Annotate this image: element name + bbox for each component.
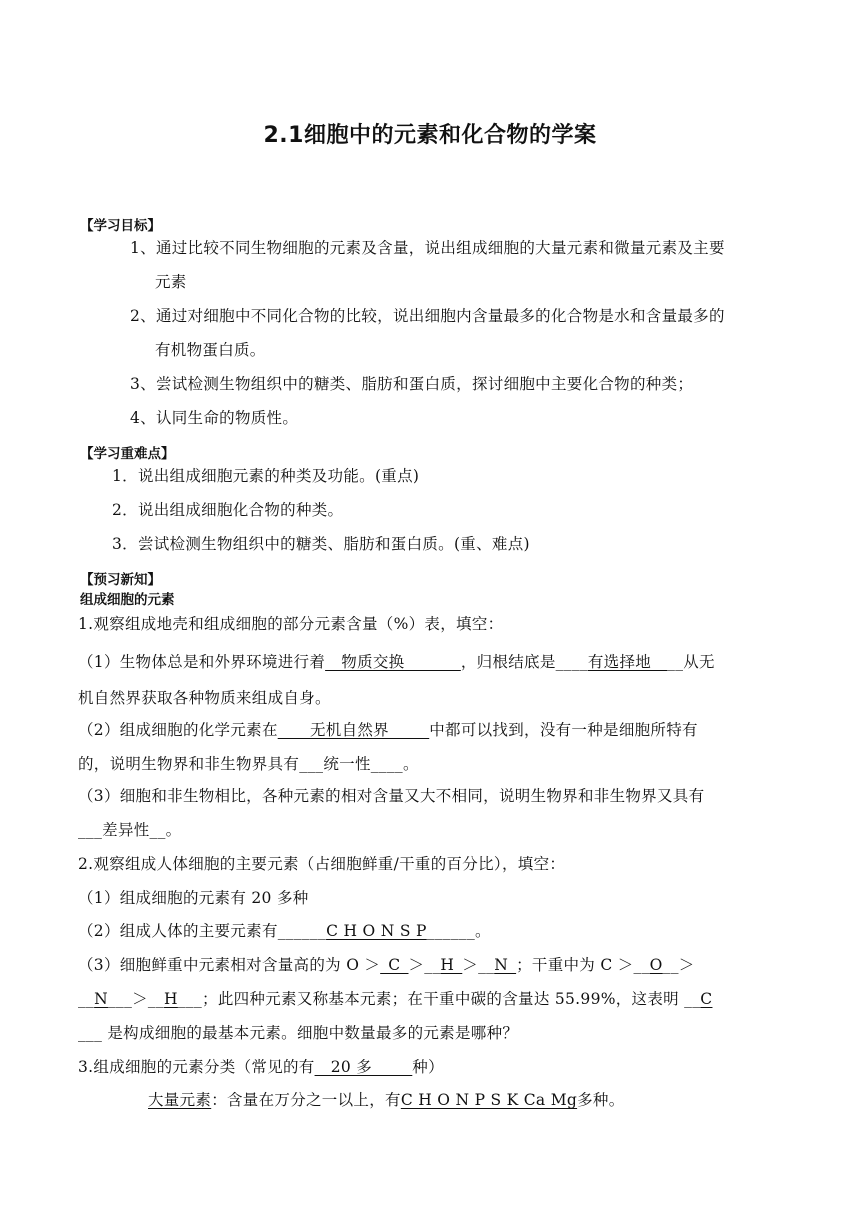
answer-blank: O	[649, 956, 663, 974]
answer-blank: C H O N S P	[326, 922, 427, 940]
answer-blank: __20 多_____	[314, 1058, 413, 1076]
question-2: 2.观察组成人体细胞的主要元素（占细胞鲜重/干重的百分比），填空：	[78, 855, 566, 873]
question-3-1: 大量元素：含量在万分之一以上，有C H O N P S K Ca Mg多种。	[148, 1091, 625, 1109]
answer-blank: H_	[440, 956, 463, 974]
question-2-2: （2）组成人体的主要元素有______C H O N S P______。	[78, 922, 491, 940]
goal-item: 3、尝试检测生物组织中的糖类、脂肪和蛋白质，探讨细胞中主要化合物的种类；	[130, 375, 694, 393]
goal-item-cont: 元素	[155, 273, 187, 291]
question-1-3-cont: ___差异性__。	[78, 821, 182, 839]
answer-blank: ____无机自然界_____	[277, 721, 430, 739]
answer-blank: 有选择地__	[587, 653, 668, 671]
question-1-3: （3）细胞和非生物相比，各种元素的相对含量又大不相同，说明生物界和非生物界又具有	[78, 787, 705, 805]
key-point-item: 3．尝试检测生物组织中的糖类、脂肪和蛋白质。(重、难点)	[112, 535, 530, 553]
answer-blank: __物质交换_______	[325, 653, 461, 671]
question-2-3-cont2: ___ 是构成细胞的最基本元素。细胞中数量最多的元素是哪种？	[78, 1024, 519, 1042]
question-3: 3.组成细胞的元素分类（常见的有__20 多_____种）	[78, 1058, 444, 1076]
question-2-3: （3）细胞鲜重中元素相对含量高的为 O ＞_C_＞__H_＞__N_；干重中为 C ＞__O__＞	[78, 956, 695, 974]
goal-item: 4、认同生命的物质性。	[130, 409, 299, 427]
section-heading-preview: 【预习新知】	[80, 572, 161, 588]
goal-item: 2、通过对细胞中不同化合物的比较，说出细胞内含量最多的化合物是水和含量最多的	[130, 307, 725, 325]
question-1-1-cont: 机自然界获取各种物质来组成自身。	[78, 689, 331, 707]
term-major-elements: 大量元素	[148, 1091, 212, 1109]
answer-blank: _C_	[380, 956, 409, 974]
question-1-1: （1）生物体总是和外界环境进行着__物质交换_______，归根结底是____有选择地____从无	[78, 653, 715, 671]
answer-blank: N	[94, 990, 108, 1008]
answer-blank: C	[700, 990, 713, 1008]
answer-blank: N_	[494, 956, 517, 974]
subsection-heading: 组成细胞的元素	[80, 592, 175, 608]
section-heading-key-points: 【学习重难点】	[80, 446, 175, 462]
key-point-item: 2．说出组成细胞化合物的种类。	[112, 501, 344, 519]
question-1-2: （2）组成细胞的化学元素在____无机自然界_____中都可以找到，没有一种是细胞所特有	[78, 721, 698, 739]
goal-item-cont: 有机物蛋白质。	[155, 341, 266, 359]
question-1: 1.观察组成地壳和组成细胞的部分元素含量（%）表，填空：	[78, 615, 504, 633]
question-2-3-cont: __N___＞__H___；此四种元素又称基本元素；在干重中碳的含量达 55.99%，这表明 __C	[78, 990, 713, 1008]
question-1-2-cont: 的，说明生物界和非生物界具有___统一性____。	[78, 755, 419, 773]
answer-blank: H	[164, 990, 178, 1008]
answer-blank: C H O N P S K Ca Mg	[400, 1091, 578, 1109]
document-title: 2.1细胞中的元素和化合物的学案	[263, 123, 597, 148]
question-2-1: （1）组成细胞的元素有 20 多种	[78, 889, 309, 907]
section-heading-goals: 【学习目标】	[80, 218, 161, 234]
goal-item: 1、通过比较不同生物细胞的元素及含量，说出组成细胞的大量元素和微量元素及主要	[130, 239, 725, 257]
key-point-item: 1．说出组成细胞元素的种类及功能。(重点)	[112, 467, 420, 485]
